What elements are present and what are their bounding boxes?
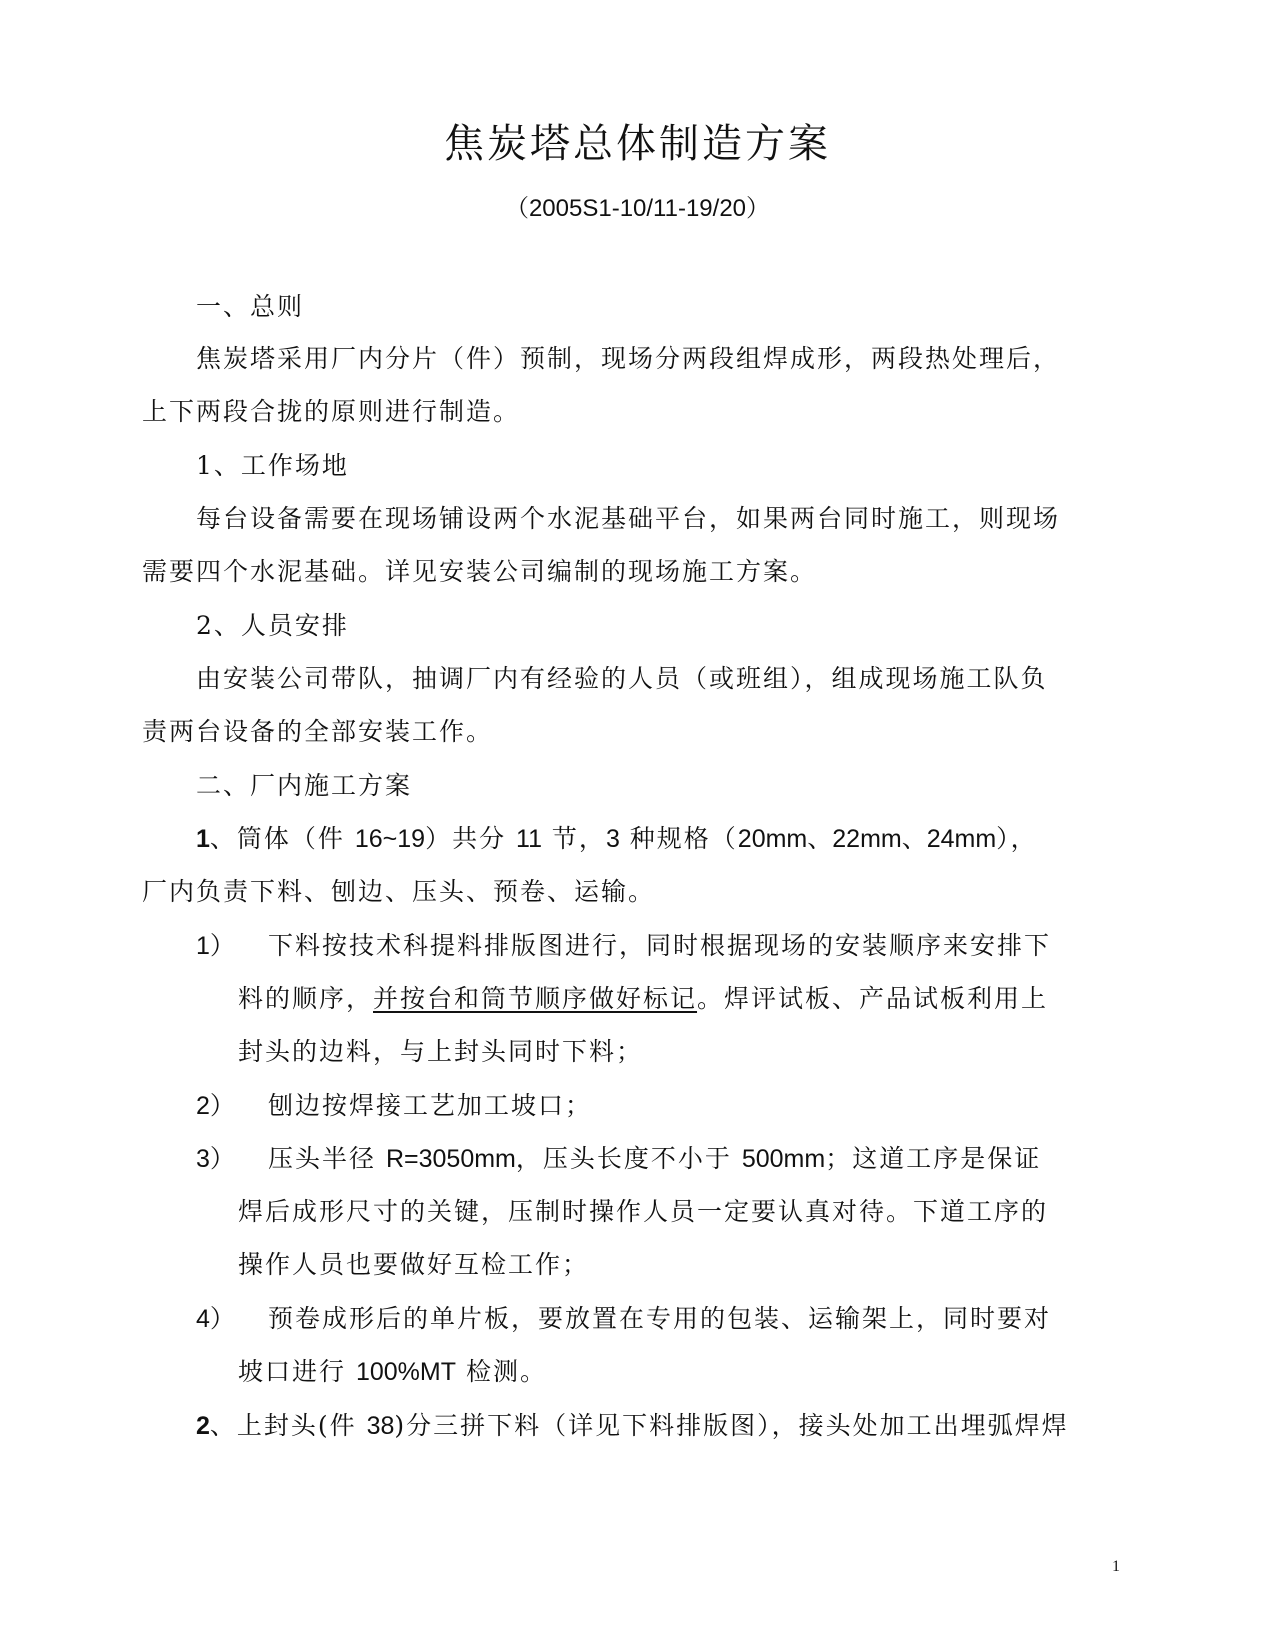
list-marker: 1）: [196, 932, 235, 960]
list-item: 4） 预卷成形后的单片板，要放置在专用的包装、运输架上，同时要对: [196, 1304, 1052, 1333]
paragraph-line: 1、筒体（件 16~19）共分 11 节，3 种规格（20mm、22mm、24mm），: [196, 824, 1038, 853]
subheading-staffing: 2、人员安排: [196, 611, 349, 640]
paragraph-line: 由安装公司带队，抽调厂内有经验的人员（或班组），组成现场施工队负: [196, 664, 1048, 693]
paragraph-line: 每台设备需要在现场铺设两个水泥基础平台，如果两台同时施工，则现场: [196, 504, 1061, 533]
paragraph-line: 责两台设备的全部安装工作。: [142, 717, 494, 746]
document-code: （2005S1-10/11-19/20）: [504, 195, 771, 222]
list-marker: 2）: [196, 1092, 235, 1120]
item-number: 2: [196, 1412, 210, 1440]
list-item: 3） 压头半径 R=3050mm，压头长度不小于 500mm；这道工序是保证: [196, 1144, 1042, 1173]
list-item: 2） 刨边按焊接工艺加工坡口；: [196, 1091, 593, 1120]
list-item-continuation: 封头的边料，与上封头同时下料；: [238, 1037, 644, 1066]
section-heading-factory-plan: 二、厂内施工方案: [196, 771, 413, 800]
list-item-continuation: 操作人员也要做好互检工作；: [238, 1250, 590, 1279]
list-item-continuation: 料的顺序，并按台和筒节顺序做好标记。焊评试板、产品试板利用上: [238, 984, 1049, 1013]
list-marker: 4）: [196, 1305, 235, 1333]
item-number: 1: [196, 825, 210, 853]
list-item-continuation: 坡口进行 100%MT 检测。: [238, 1357, 547, 1386]
paragraph-line: 2、上封头(件 38)分三拼下料（详见下料排版图），接头处加工出埋弧焊焊: [196, 1411, 1069, 1440]
paragraph-line: 厂内负责下料、刨边、压头、预卷、运输。: [142, 877, 656, 906]
list-item: 1） 下料按技术科提料排版图进行，同时根据现场的安装顺序来安排下: [196, 931, 1052, 960]
paragraph-line: 上下两段合拢的原则进行制造。: [142, 397, 521, 426]
underlined-emphasis: 并按台和筒节顺序做好标记: [373, 984, 698, 1013]
list-item-continuation: 焊后成形尺寸的关键，压制时操作人员一定要认真对待。下道工序的: [238, 1197, 1049, 1226]
document-title: 焦炭塔总体制造方案: [444, 121, 831, 167]
subheading-worksite: 1、工作场地: [196, 451, 349, 480]
section-heading-general: 一、总则: [196, 292, 305, 321]
paragraph-line: 焦炭塔采用厂内分片（件）预制，现场分两段组焊成形，两段热处理后，: [196, 344, 1061, 373]
paragraph-line: 需要四个水泥基础。详见安装公司编制的现场施工方案。: [142, 557, 818, 586]
page-number: 1: [1112, 1558, 1120, 1575]
list-marker: 3）: [196, 1145, 235, 1173]
